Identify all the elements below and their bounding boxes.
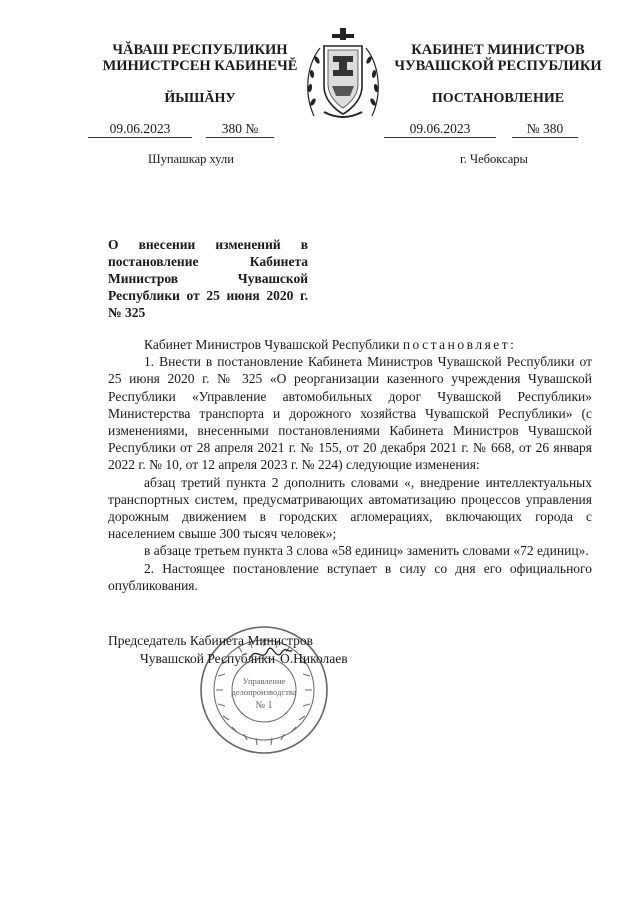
- document-type-russian: ПОСТАНОВЛЕНИЕ: [431, 91, 565, 106]
- paragraph-3: в абзаце третьем пункта 3 слова «58 единиц» заменить словами «72 единиц».: [144, 543, 589, 559]
- signature-title-line1: Председатель Кабинета Министров: [108, 633, 313, 648]
- right-date: 09.06.2023: [384, 121, 496, 138]
- stamp-center-line2: делопроизводства: [231, 687, 297, 697]
- document-body: [108, 336, 592, 594]
- stamp-center-line1: Управление: [242, 676, 286, 686]
- header-right-line1: КАБИНЕТ МИНИСТРОВ: [411, 42, 585, 58]
- header-right-line2: ЧУВАШСКОЙ РЕСПУБЛИКИ: [394, 58, 602, 74]
- intro-paragraph: [108, 336, 592, 353]
- document-type-chuvash: ЙЫШĂНУ: [164, 91, 236, 106]
- right-place: г. Чебоксары: [460, 152, 528, 166]
- header-left-line1: ЧĂВАШ РЕСПУБЛИКИН: [112, 42, 288, 58]
- paragraph-4: 2. Настоящее постановление вступает в силу со дня его официального опубликования.: [108, 560, 592, 593]
- paragraph-1: 1. Внести в постановление Кабинета Министров Чувашской Республики от 25 июня 2020 г. № 325 «О реорганизации казенного учреждения Чувашской Республики «Управление автомобильных дорог Чувашской Республики» Министерства транспорта и дорожного хозяйства Чувашской Республики» (с изменениями, внесенными постановлениями Кабинета Министров Чувашской Республики от 28 апреля 2021 г. № 155, от 20 декабря 2021 г. № 668, от 26 января 2022 г. № 10, от 12 апреля 2023 г. № 224) следующие изменения:: [108, 354, 592, 473]
- paragraph-2: абзац третий пункта 2 дополнить словами «, внедрение интеллектуальных транспортных систем, предусматривающих автоматизацию процессов управления дорожным движением в городских агломерациях, включающих города с населением свыше 300 тысяч человек»;: [108, 474, 592, 542]
- header-left: [80, 42, 320, 74]
- left-place: Шупашкар хули: [148, 152, 234, 166]
- signature-title-line2: Чувашской Республики: [140, 651, 276, 666]
- chuvash-emblem-icon: [300, 24, 386, 124]
- stamp-center-line3: № 1: [255, 700, 273, 711]
- document-subject: О внесении изменений в постановление Кабинета Министров Чувашской Республики от 25 июня 2020 г. № 325: [108, 237, 308, 320]
- right-number: № 380: [512, 121, 578, 138]
- header-right: [378, 42, 618, 74]
- intro-decree: постановляет:: [402, 337, 517, 352]
- left-date: 09.06.2023: [88, 121, 192, 138]
- left-number: 380 №: [206, 121, 274, 138]
- header-left-line2: МИНИСТРСЕН КАБИНЕЧĔ: [102, 58, 298, 74]
- intro-text: Кабинет Министров Чувашской Республики: [144, 337, 400, 352]
- signature-name: О.Николаев: [280, 651, 348, 666]
